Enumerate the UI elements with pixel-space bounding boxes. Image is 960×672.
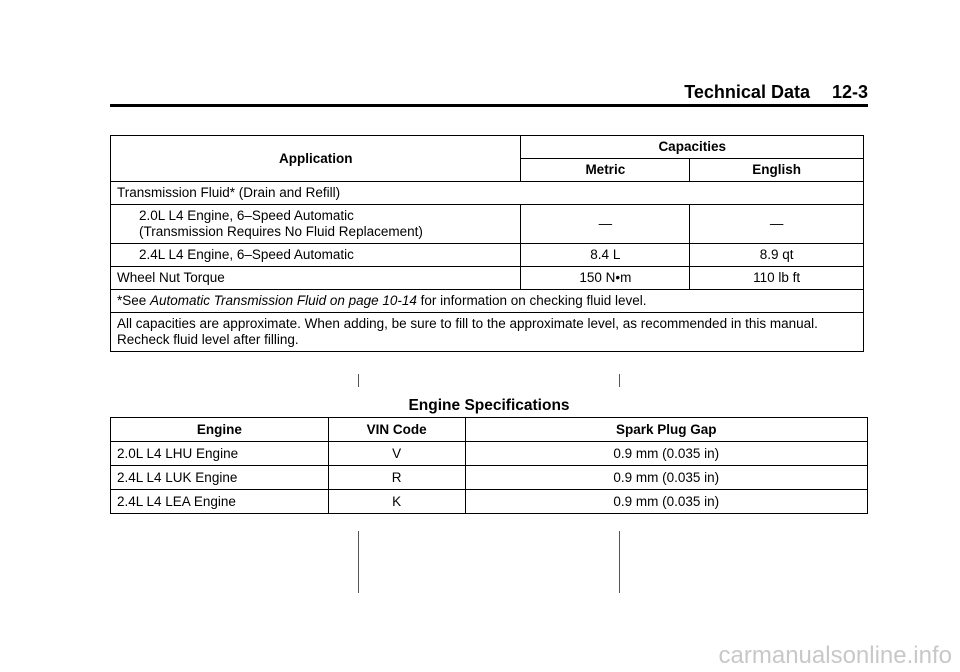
- engine-specs-table: [110, 417, 868, 514]
- col-application: Application: [111, 136, 521, 182]
- english-value: 8.9 qt: [690, 244, 864, 267]
- column-divider: [358, 531, 359, 593]
- table-row: [111, 290, 864, 313]
- table-row: [111, 313, 864, 352]
- table-row: [111, 205, 864, 244]
- column-divider: [619, 374, 620, 387]
- table-row: [111, 442, 868, 466]
- row-label: 2.4L L4 Engine, 6–Speed Automatic: [111, 244, 521, 267]
- fluid-note: [111, 290, 864, 313]
- vin-code: K: [328, 490, 465, 514]
- section-title: Technical Data: [684, 82, 810, 102]
- vin-code: V: [328, 442, 465, 466]
- capacities-note: All capacities are approximate. When adding, be sure to fill to the approximate level, as recommended in this manual. Recheck fluid level after filling.: [111, 313, 864, 352]
- table-row: [111, 466, 868, 490]
- row-label-line2: (Transmission Requires No Fluid Replacement): [139, 224, 423, 239]
- metric-value: 150 N•m: [521, 267, 690, 290]
- vin-code: R: [328, 466, 465, 490]
- engine-name: 2.4L L4 LEA Engine: [111, 490, 329, 514]
- english-value: 110 lb ft: [690, 267, 864, 290]
- table-row: [111, 182, 864, 205]
- row-label: [111, 205, 521, 244]
- row-label: Wheel Nut Torque: [111, 267, 521, 290]
- capacities-table: [110, 135, 864, 352]
- column-divider: [358, 374, 359, 387]
- page-header: [110, 80, 868, 107]
- metric-value: —: [521, 205, 690, 244]
- engine-specs-title: Engine Specifications: [408, 397, 570, 414]
- table-row: [111, 244, 864, 267]
- watermark: carmanualsonline.info: [718, 642, 952, 669]
- engine-name: 2.0L L4 LHU Engine: [111, 442, 329, 466]
- col-english: English: [690, 159, 864, 182]
- col-spark-plug-gap: Spark Plug Gap: [465, 418, 867, 442]
- header-text: [684, 82, 868, 103]
- col-capacities: Capacities: [521, 136, 864, 159]
- table-row: [111, 267, 864, 290]
- engine-name: 2.4L L4 LUK Engine: [111, 466, 329, 490]
- note-prefix: *See: [117, 293, 151, 308]
- spark-plug-gap: 0.9 mm (0.035 in): [465, 442, 867, 466]
- spark-plug-gap: 0.9 mm (0.035 in): [465, 466, 867, 490]
- row-transmission-fluid: Transmission Fluid* (Drain and Refill): [111, 182, 864, 205]
- page-number: 12-3: [831, 82, 868, 102]
- col-engine: Engine: [111, 418, 329, 442]
- col-vin-code: VIN Code: [328, 418, 465, 442]
- row-label-line1: 2.0L L4 Engine, 6–Speed Automatic: [139, 208, 354, 223]
- note-suffix: for information on checking fluid level.: [416, 293, 647, 308]
- metric-value: 8.4 L: [521, 244, 690, 267]
- table-row: [111, 490, 868, 514]
- column-divider: [619, 531, 620, 593]
- note-link[interactable]: Automatic Transmission Fluid on page 10-14: [150, 293, 417, 308]
- col-metric: Metric: [521, 159, 690, 182]
- english-value: —: [690, 205, 864, 244]
- spark-plug-gap: 0.9 mm (0.035 in): [465, 490, 867, 514]
